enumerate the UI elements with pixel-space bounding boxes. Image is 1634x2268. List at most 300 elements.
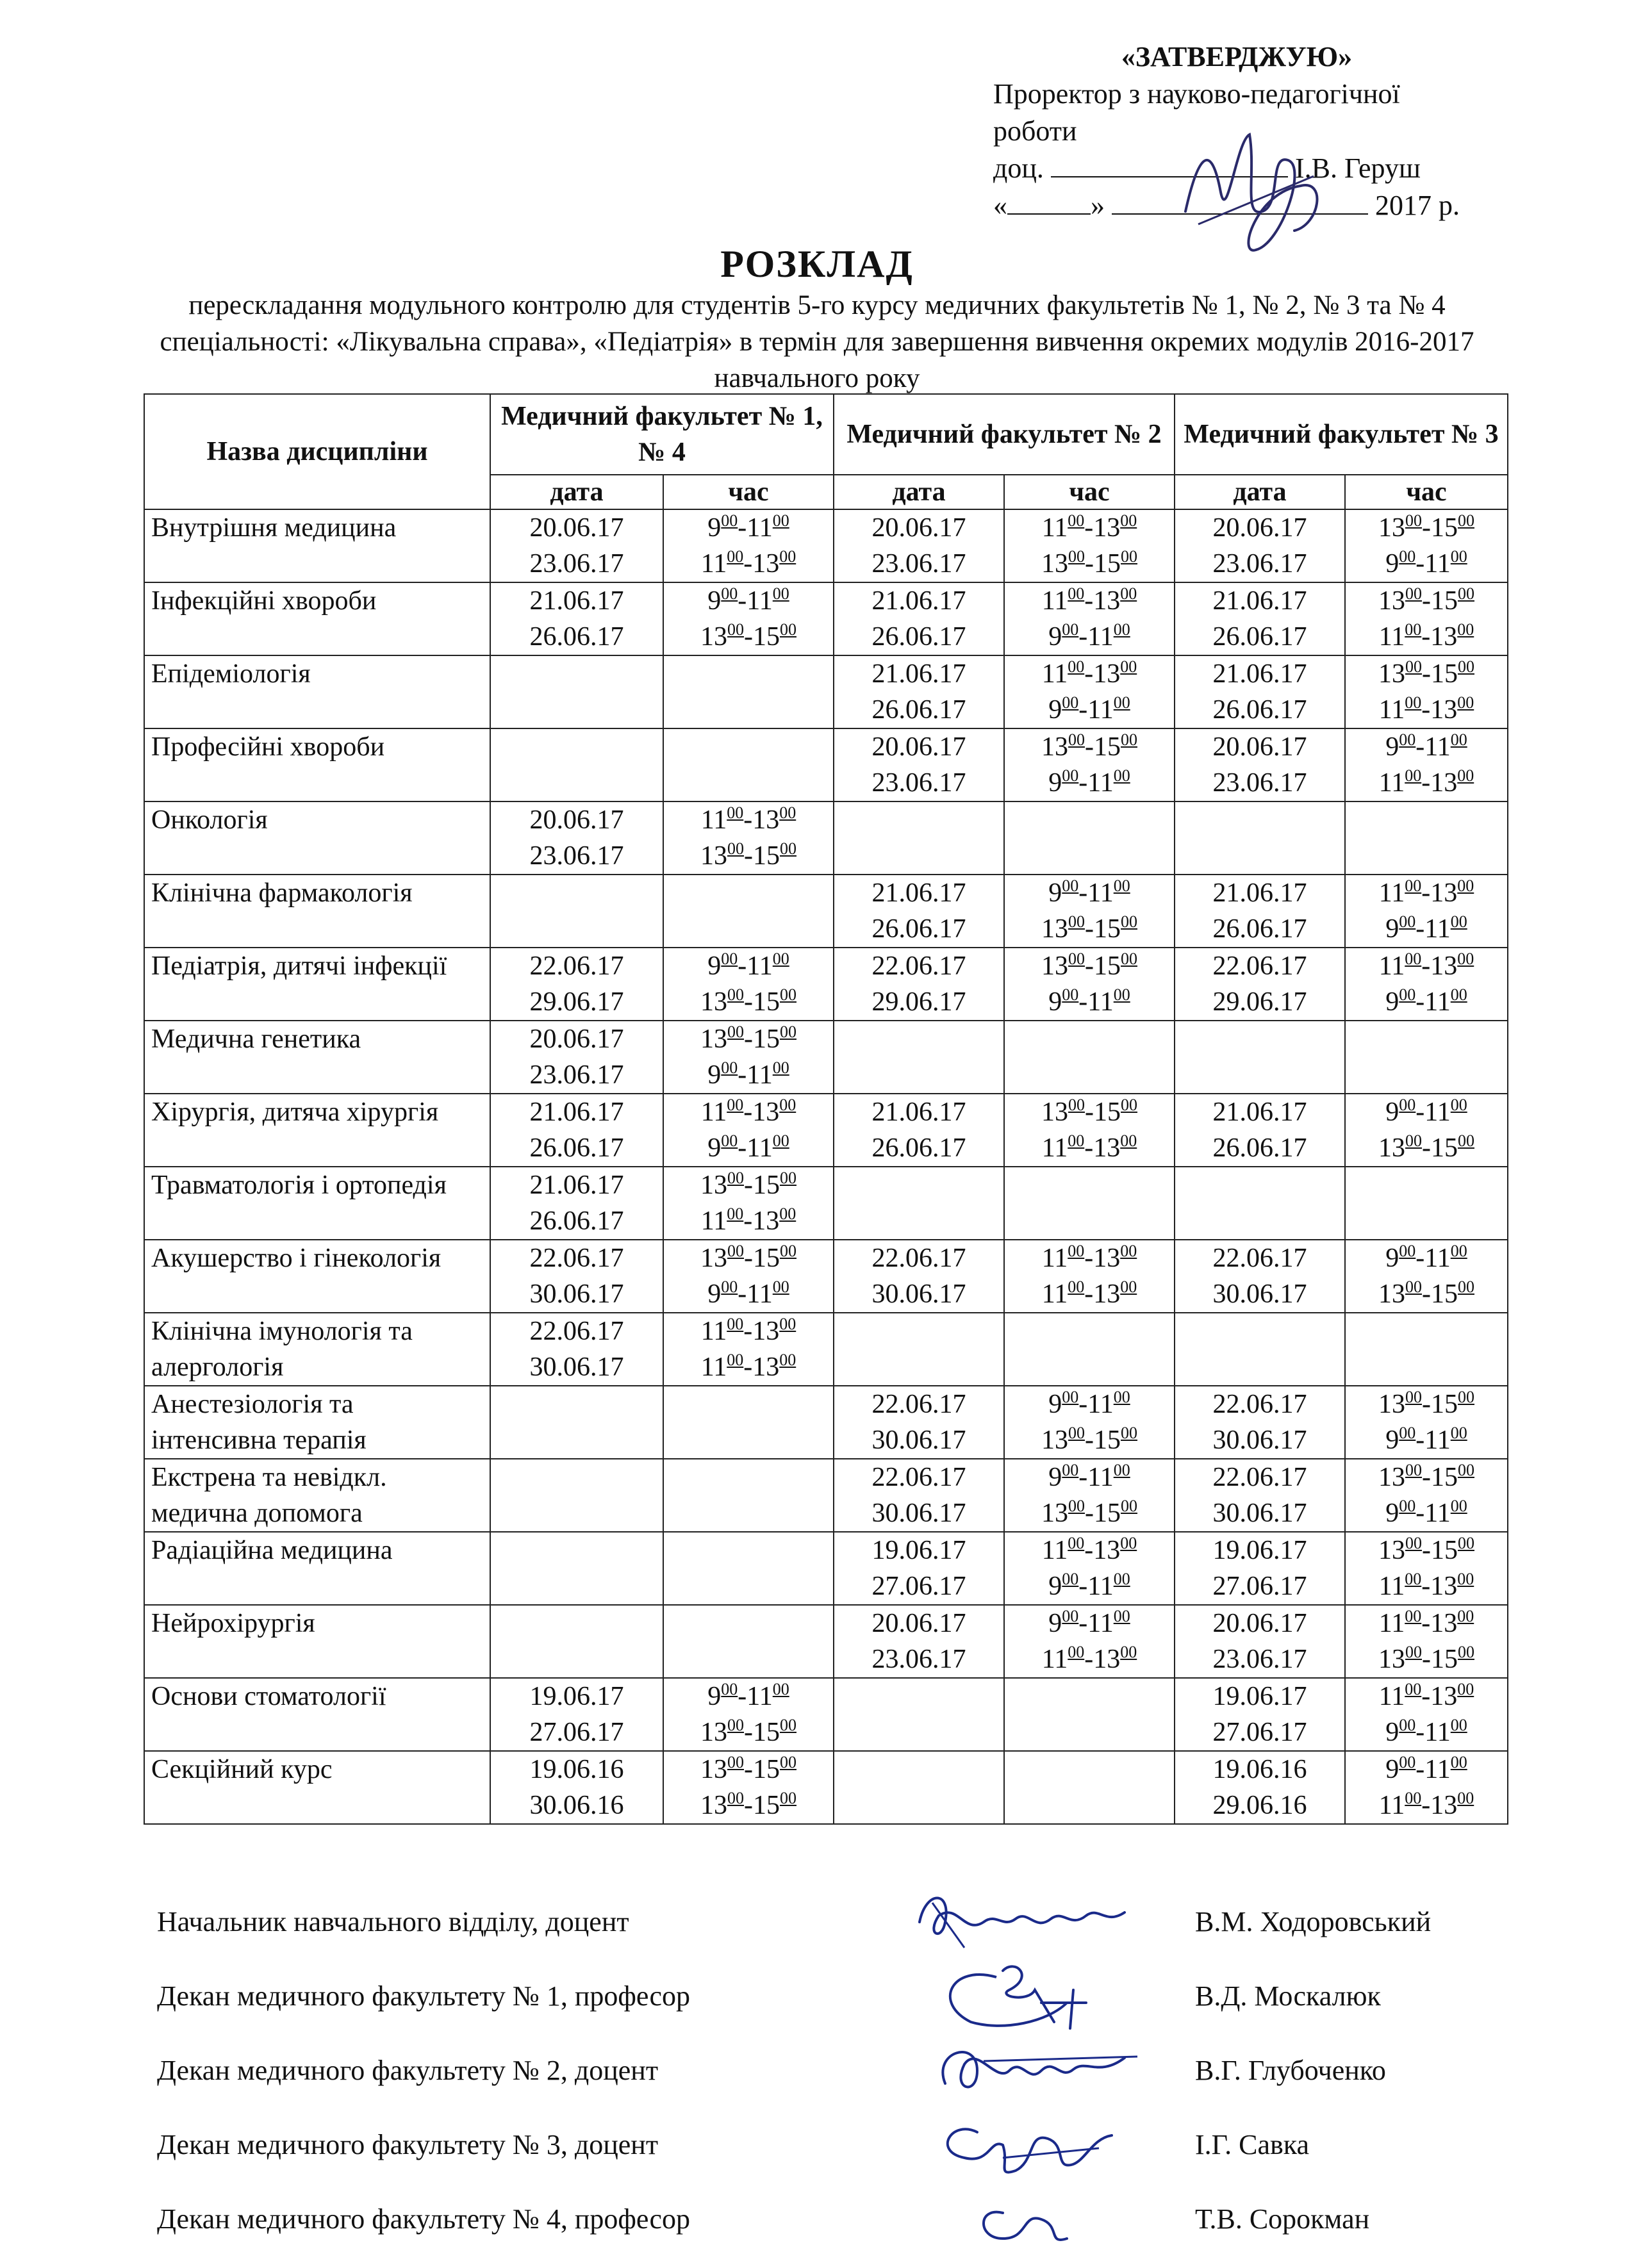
time-end-minutes: 00 bbox=[1457, 1607, 1474, 1625]
time-start-hour: 11 bbox=[700, 805, 727, 835]
subheader-date: дата bbox=[1175, 475, 1345, 509]
date-cell bbox=[1175, 1532, 1345, 1605]
time-start-hour: 13 bbox=[1378, 586, 1406, 616]
date-cell bbox=[490, 1167, 663, 1240]
time-cell bbox=[1345, 1605, 1508, 1678]
date-cell bbox=[1175, 655, 1345, 728]
time-end-minutes: 00 bbox=[780, 620, 796, 639]
handwritten-signature bbox=[907, 2026, 1150, 2109]
signatory-name: В.М. Ходоровський bbox=[1195, 1906, 1432, 1937]
exam-date: 21.06.17 bbox=[1212, 659, 1307, 689]
exam-time: $11^{00}-13^{00}$ bbox=[1378, 620, 1474, 652]
time-cell bbox=[1345, 1751, 1508, 1824]
exam-time: $13^{00}-15^{00}$ bbox=[1378, 584, 1475, 616]
time-end-hour: 13 bbox=[1093, 1279, 1121, 1309]
time-end-minutes: 00 bbox=[1113, 985, 1130, 1004]
exam-time: $9^{00}-11^{00}$ bbox=[1385, 730, 1467, 762]
exam-time: $11^{00}-13^{00}$ bbox=[1378, 1789, 1474, 1820]
time-start-minutes: 00 bbox=[1405, 1131, 1423, 1150]
time-start-hour: 9 bbox=[1385, 1426, 1399, 1455]
exam-time: $13^{00}-15^{00}$ bbox=[700, 839, 796, 871]
time-start-hour: 11 bbox=[1041, 1279, 1068, 1309]
time-end-minutes: 00 bbox=[1457, 1789, 1474, 1807]
time-cell bbox=[1345, 1459, 1508, 1532]
time-start-minutes: 00 bbox=[721, 1680, 738, 1698]
time-cell bbox=[1345, 1240, 1508, 1313]
date-cell bbox=[834, 1094, 1004, 1167]
time-cell bbox=[1345, 728, 1508, 801]
time-start-hour: 11 bbox=[1378, 622, 1405, 652]
time-start-hour: 13 bbox=[1378, 1390, 1406, 1419]
table-row bbox=[144, 728, 1508, 801]
exam-time: $11^{00}-13^{00}$ bbox=[1378, 949, 1474, 981]
date-cell bbox=[1175, 509, 1345, 582]
exam-date: 26.06.17 bbox=[871, 1133, 966, 1163]
time-end-hour: 13 bbox=[1093, 659, 1121, 689]
exam-date: 21.06.17 bbox=[871, 878, 966, 908]
time-end-minutes: 00 bbox=[1450, 1753, 1467, 1771]
exam-time: $9^{00}-11^{00}$ bbox=[1385, 985, 1467, 1017]
exam-time: $9^{00}-11^{00}$ bbox=[1048, 1461, 1130, 1492]
exam-time: $11^{00}-13^{00}$ bbox=[700, 1204, 796, 1236]
time-start-hour: 11 bbox=[1041, 659, 1068, 689]
date-cell bbox=[1175, 582, 1345, 655]
time-end-hour: 15 bbox=[1094, 914, 1121, 944]
time-start-minutes: 00 bbox=[1405, 620, 1422, 639]
time-end-minutes: 00 bbox=[780, 839, 796, 858]
time-cell bbox=[663, 875, 834, 948]
time-end-minutes: 00 bbox=[1120, 584, 1137, 603]
time-cell bbox=[663, 948, 834, 1021]
exam-date: 30.06.17 bbox=[871, 1426, 966, 1455]
date-cell bbox=[1175, 948, 1345, 1021]
discipline-name: Акушерство і гінекологія bbox=[144, 1240, 490, 1313]
exam-date: 26.06.17 bbox=[1212, 1133, 1307, 1163]
time-start-hour: 11 bbox=[700, 1206, 727, 1236]
exam-time: $9^{00}-11^{00}$ bbox=[1048, 1388, 1130, 1419]
time-end-hour: 13 bbox=[752, 1317, 780, 1346]
date-cell bbox=[1175, 1167, 1345, 1240]
approval-rank: доц. bbox=[993, 152, 1044, 184]
time-start-minutes: 00 bbox=[1068, 1278, 1085, 1296]
time-cell bbox=[663, 1532, 834, 1605]
time-end-hour: 11 bbox=[1424, 987, 1451, 1017]
time-end-minutes: 00 bbox=[1113, 620, 1130, 639]
time-end-minutes: 00 bbox=[780, 1789, 796, 1807]
date-cell bbox=[834, 509, 1004, 582]
date-cell bbox=[1175, 1605, 1345, 1678]
time-end-hour: 11 bbox=[747, 513, 773, 543]
time-start-minutes: 00 bbox=[727, 803, 744, 822]
time-end-minutes: 00 bbox=[1120, 1534, 1137, 1552]
time-cell bbox=[663, 1751, 834, 1824]
time-cell bbox=[1345, 1678, 1508, 1751]
time-end-hour: 13 bbox=[752, 549, 780, 579]
time-start-hour: 13 bbox=[1378, 659, 1406, 689]
approval-position-line1: Проректор з науково-педагогічної bbox=[993, 78, 1400, 110]
time-cell bbox=[1004, 1167, 1175, 1240]
signatory-name: Т.В. Сорокман bbox=[1195, 2203, 1370, 2235]
discipline-name: Екстрена та невідкл. медична допомога bbox=[144, 1459, 490, 1532]
time-cell bbox=[663, 582, 834, 655]
time-end-hour: 15 bbox=[753, 622, 780, 652]
time-end-hour: 15 bbox=[753, 1171, 780, 1200]
exam-time: $9^{00}-11^{00}$ bbox=[1385, 1753, 1467, 1784]
time-start-hour: 13 bbox=[1041, 1097, 1069, 1127]
time-end-hour: 15 bbox=[753, 1791, 780, 1820]
time-cell bbox=[1345, 655, 1508, 728]
time-end-hour: 11 bbox=[747, 1279, 773, 1309]
table-row bbox=[144, 509, 1508, 582]
table-row bbox=[144, 1459, 1508, 1532]
time-start-hour: 9 bbox=[707, 951, 722, 981]
time-cell bbox=[1345, 1167, 1508, 1240]
table-row bbox=[144, 1532, 1508, 1605]
time-end-hour: 11 bbox=[1424, 1426, 1451, 1455]
discipline-name: Радіаційна медицина bbox=[144, 1532, 490, 1605]
time-end-hour: 13 bbox=[1430, 951, 1458, 981]
time-start-minutes: 00 bbox=[1399, 547, 1416, 566]
exam-date: 22.06.17 bbox=[1212, 1463, 1307, 1492]
time-start-minutes: 00 bbox=[1405, 1461, 1423, 1479]
time-end-minutes: 00 bbox=[1113, 876, 1130, 895]
time-end-hour: 11 bbox=[1087, 1390, 1114, 1419]
time-cell bbox=[1004, 582, 1175, 655]
time-end-minutes: 00 bbox=[1120, 1131, 1137, 1150]
exam-time: $13^{00}-15^{00}$ bbox=[700, 1169, 796, 1200]
exam-time: $13^{00}-15^{00}$ bbox=[1041, 1497, 1138, 1528]
table-row bbox=[144, 1167, 1508, 1240]
time-start-hour: 9 bbox=[707, 1682, 722, 1711]
signature-row bbox=[157, 2045, 1509, 2119]
time-start-minutes: 00 bbox=[1068, 584, 1085, 603]
exam-date: 21.06.17 bbox=[871, 1097, 966, 1127]
exam-time: $9^{00}-11^{00}$ bbox=[707, 1680, 789, 1711]
time-start-minutes: 00 bbox=[1405, 693, 1422, 712]
time-cell bbox=[1004, 728, 1175, 801]
time-start-hour: 11 bbox=[1378, 1791, 1405, 1820]
time-end-minutes: 00 bbox=[772, 1131, 789, 1150]
exam-date: 20.06.17 bbox=[871, 1609, 966, 1638]
exam-time: $9^{00}-11^{00}$ bbox=[1385, 1716, 1467, 1747]
exam-date: 26.06.17 bbox=[871, 914, 966, 944]
time-end-hour: 15 bbox=[753, 1024, 780, 1054]
time-start-minutes: 00 bbox=[1399, 1753, 1416, 1771]
time-start-minutes: 00 bbox=[1062, 693, 1079, 712]
exam-time: $11^{00}-13^{00}$ bbox=[700, 1096, 796, 1127]
time-end-minutes: 00 bbox=[1458, 1131, 1475, 1150]
time-end-hour: 13 bbox=[752, 805, 780, 835]
time-start-hour: 13 bbox=[1041, 1499, 1069, 1528]
exam-time: $11^{00}-13^{00}$ bbox=[1378, 1607, 1474, 1638]
discipline-name: Секційний курс bbox=[144, 1751, 490, 1824]
exam-date: 22.06.17 bbox=[871, 1244, 966, 1273]
time-start-minutes: 00 bbox=[1068, 912, 1085, 931]
time-end-minutes: 00 bbox=[1121, 912, 1138, 931]
exam-date: 22.06.17 bbox=[871, 1390, 966, 1419]
date-cell bbox=[1175, 1021, 1345, 1094]
time-end-hour: 13 bbox=[1093, 1536, 1121, 1565]
time-end-minutes: 00 bbox=[1120, 1242, 1137, 1260]
time-start-hour: 9 bbox=[1385, 1097, 1399, 1127]
time-start-minutes: 00 bbox=[721, 949, 738, 968]
table-row bbox=[144, 1751, 1508, 1824]
time-start-hour: 13 bbox=[1041, 914, 1069, 944]
time-end-hour: 11 bbox=[1087, 878, 1114, 908]
time-end-hour: 11 bbox=[1087, 1463, 1114, 1492]
exam-date: 30.06.17 bbox=[871, 1279, 966, 1309]
time-start-hour: 13 bbox=[1378, 1536, 1406, 1565]
time-end-minutes: 00 bbox=[1458, 511, 1475, 530]
time-start-hour: 13 bbox=[700, 1718, 727, 1747]
time-start-minutes: 00 bbox=[1062, 766, 1079, 785]
time-end-minutes: 00 bbox=[1113, 1570, 1130, 1588]
exam-date: 30.06.17 bbox=[1212, 1279, 1307, 1309]
time-cell bbox=[663, 1167, 834, 1240]
date-cell bbox=[490, 1532, 663, 1605]
time-start-minutes: 00 bbox=[721, 1058, 738, 1077]
exam-date: 26.06.17 bbox=[529, 1206, 624, 1236]
time-end-hour: 11 bbox=[1424, 1718, 1451, 1747]
exam-date: 30.06.17 bbox=[871, 1499, 966, 1528]
time-start-hour: 9 bbox=[707, 513, 722, 543]
exam-date: 20.06.17 bbox=[529, 1024, 624, 1054]
exam-date: 27.06.17 bbox=[1212, 1718, 1307, 1747]
time-end-hour: 13 bbox=[1093, 513, 1121, 543]
exam-time: $9^{00}-11^{00}$ bbox=[707, 584, 789, 616]
column-header-discipline: Назва дисципліни bbox=[144, 394, 490, 509]
time-start-hour: 9 bbox=[1385, 987, 1399, 1017]
exam-time: $13^{00}-15^{00}$ bbox=[1378, 1131, 1475, 1163]
time-end-minutes: 00 bbox=[1450, 1096, 1467, 1114]
table-row bbox=[144, 1678, 1508, 1751]
time-start-hour: 11 bbox=[1041, 1645, 1068, 1674]
time-end-hour: 15 bbox=[1431, 1463, 1458, 1492]
discipline-name: Медична генетика bbox=[144, 1021, 490, 1094]
time-start-hour: 11 bbox=[1378, 695, 1405, 725]
signature-row bbox=[157, 2194, 1509, 2268]
date-cell bbox=[490, 1751, 663, 1824]
time-start-hour: 9 bbox=[1048, 1609, 1062, 1638]
time-end-minutes: 00 bbox=[779, 1096, 796, 1114]
time-end-hour: 11 bbox=[1087, 1572, 1114, 1601]
time-start-minutes: 00 bbox=[1068, 547, 1085, 566]
time-start-hour: 13 bbox=[1041, 1426, 1069, 1455]
date-cell bbox=[490, 1021, 663, 1094]
schedule-body bbox=[144, 509, 1508, 1824]
subheader-date: дата bbox=[834, 475, 1004, 509]
time-start-minutes: 00 bbox=[1062, 1570, 1079, 1588]
time-cell bbox=[1004, 1532, 1175, 1605]
time-end-minutes: 00 bbox=[1121, 949, 1138, 968]
discipline-name: Клінічна фармакологія bbox=[144, 875, 490, 948]
exam-date: 26.06.17 bbox=[529, 622, 624, 652]
time-start-minutes: 00 bbox=[727, 1789, 744, 1807]
time-start-minutes: 00 bbox=[727, 1242, 744, 1260]
exam-date: 29.06.17 bbox=[1212, 987, 1307, 1017]
time-end-hour: 13 bbox=[1430, 1572, 1458, 1601]
time-cell bbox=[1004, 1240, 1175, 1313]
time-start-minutes: 00 bbox=[727, 1096, 744, 1114]
time-end-minutes: 00 bbox=[780, 1716, 796, 1734]
exam-date: 29.06.17 bbox=[871, 987, 966, 1017]
exam-time: $9^{00}-11^{00}$ bbox=[1385, 1096, 1467, 1127]
exam-time: $13^{00}-15^{00}$ bbox=[1378, 1388, 1475, 1419]
exam-time: $9^{00}-11^{00}$ bbox=[1385, 1497, 1467, 1528]
time-start-hour: 9 bbox=[1385, 1718, 1399, 1747]
date-cell bbox=[834, 655, 1004, 728]
time-start-hour: 9 bbox=[1048, 768, 1062, 798]
date-cell bbox=[834, 1386, 1004, 1459]
exam-date: 22.06.17 bbox=[529, 1244, 624, 1273]
exam-time: $9^{00}-11^{00}$ bbox=[1048, 766, 1130, 798]
exam-time: $13^{00}-15^{00}$ bbox=[700, 1716, 796, 1747]
time-end-hour: 15 bbox=[1431, 1390, 1458, 1419]
time-end-minutes: 00 bbox=[1113, 1607, 1130, 1625]
discipline-name: Анестезіологія та інтенсивна терапія bbox=[144, 1386, 490, 1459]
time-start-minutes: 00 bbox=[1399, 1424, 1416, 1442]
time-start-minutes: 00 bbox=[1405, 1643, 1423, 1661]
discipline-name: Основи стоматології bbox=[144, 1678, 490, 1751]
time-start-minutes: 00 bbox=[1068, 730, 1085, 749]
date-cell bbox=[834, 1532, 1004, 1605]
time-start-hour: 9 bbox=[707, 1133, 722, 1163]
time-end-hour: 15 bbox=[1431, 1645, 1458, 1674]
time-end-minutes: 00 bbox=[1121, 1497, 1138, 1515]
exam-time: $9^{00}-11^{00}$ bbox=[1048, 620, 1130, 652]
time-start-minutes: 00 bbox=[1405, 1789, 1422, 1807]
date-cell bbox=[490, 1094, 663, 1167]
time-start-hour: 9 bbox=[1048, 1390, 1062, 1419]
exam-date: 26.06.17 bbox=[1212, 622, 1307, 652]
exam-date: 26.06.17 bbox=[871, 695, 966, 725]
exam-time: $11^{00}-13^{00}$ bbox=[1378, 693, 1474, 725]
approval-name: І.В. Геруш bbox=[1294, 152, 1421, 184]
table-row bbox=[144, 1021, 1508, 1094]
time-start-hour: 11 bbox=[700, 1097, 727, 1127]
discipline-name: Педіатрія, дитячі інфекції bbox=[144, 948, 490, 1021]
time-start-minutes: 00 bbox=[1405, 766, 1422, 785]
time-end-hour: 11 bbox=[747, 1060, 773, 1090]
header-row-faculties bbox=[144, 394, 1508, 475]
time-end-hour: 15 bbox=[1431, 586, 1458, 616]
time-start-minutes: 00 bbox=[1405, 1534, 1423, 1552]
exam-date: 21.06.17 bbox=[1212, 1097, 1307, 1127]
time-end-hour: 15 bbox=[1431, 1279, 1458, 1309]
exam-time: $13^{00}-15^{00}$ bbox=[700, 620, 796, 652]
time-end-hour: 15 bbox=[1094, 1097, 1121, 1127]
time-end-hour: 11 bbox=[1424, 914, 1451, 944]
time-start-minutes: 00 bbox=[1068, 511, 1085, 530]
exam-date: 22.06.17 bbox=[871, 1463, 966, 1492]
time-end-hour: 13 bbox=[752, 1206, 780, 1236]
time-end-hour: 11 bbox=[747, 951, 773, 981]
exam-date: 19.06.17 bbox=[1212, 1682, 1307, 1711]
date-cell bbox=[1175, 1751, 1345, 1824]
exam-time: $11^{00}-13^{00}$ bbox=[1378, 876, 1474, 908]
exam-time: $9^{00}-11^{00}$ bbox=[707, 1058, 789, 1090]
exam-time: $9^{00}-11^{00}$ bbox=[1048, 693, 1130, 725]
time-end-minutes: 00 bbox=[1458, 1461, 1475, 1479]
exam-date: 23.06.17 bbox=[871, 768, 966, 798]
time-start-hour: 13 bbox=[1378, 513, 1406, 543]
time-start-hour: 11 bbox=[1041, 1133, 1068, 1163]
time-cell bbox=[1345, 1386, 1508, 1459]
date-cell bbox=[490, 728, 663, 801]
table-row bbox=[144, 1094, 1508, 1167]
time-end-minutes: 00 bbox=[1457, 620, 1474, 639]
time-end-hour: 15 bbox=[1431, 513, 1458, 543]
time-start-hour: 9 bbox=[1048, 987, 1062, 1017]
time-end-minutes: 00 bbox=[780, 1023, 796, 1041]
table-row bbox=[144, 801, 1508, 875]
time-start-hour: 9 bbox=[1385, 549, 1399, 579]
time-start-minutes: 00 bbox=[721, 1131, 738, 1150]
time-cell bbox=[663, 509, 834, 582]
time-end-minutes: 00 bbox=[1458, 1388, 1475, 1406]
time-end-hour: 11 bbox=[747, 1682, 773, 1711]
time-cell bbox=[663, 1386, 834, 1459]
time-start-hour: 13 bbox=[1041, 951, 1069, 981]
time-end-minutes: 00 bbox=[1450, 912, 1467, 931]
exam-date: 23.06.17 bbox=[529, 549, 624, 579]
time-start-hour: 9 bbox=[1385, 1499, 1399, 1528]
time-end-hour: 11 bbox=[1424, 732, 1451, 762]
time-end-minutes: 00 bbox=[1450, 985, 1467, 1004]
time-start-minutes: 00 bbox=[1068, 1096, 1085, 1114]
exam-date: 23.06.17 bbox=[871, 549, 966, 579]
signatures-block bbox=[157, 1896, 1509, 2268]
exam-date: 20.06.17 bbox=[871, 732, 966, 762]
time-start-hour: 13 bbox=[1041, 549, 1069, 579]
time-start-minutes: 00 bbox=[727, 839, 744, 858]
exam-time: $9^{00}-11^{00}$ bbox=[1048, 1570, 1130, 1601]
date-cell bbox=[834, 1459, 1004, 1532]
time-end-minutes: 00 bbox=[772, 584, 789, 603]
time-start-minutes: 00 bbox=[727, 985, 744, 1004]
exam-date: 23.06.17 bbox=[1212, 549, 1307, 579]
table-row bbox=[144, 655, 1508, 728]
time-start-hour: 11 bbox=[1378, 1572, 1405, 1601]
time-end-minutes: 00 bbox=[1121, 547, 1138, 566]
time-end-hour: 15 bbox=[1431, 1133, 1458, 1163]
schedule-table bbox=[144, 393, 1508, 1825]
date-cell bbox=[834, 1605, 1004, 1678]
time-start-minutes: 00 bbox=[727, 547, 744, 566]
exam-time: $11^{00}-13^{00}$ bbox=[1041, 1278, 1137, 1309]
time-end-hour: 11 bbox=[1424, 1499, 1451, 1528]
time-start-minutes: 00 bbox=[1399, 1716, 1416, 1734]
time-start-hour: 11 bbox=[1378, 1682, 1405, 1711]
time-end-minutes: 00 bbox=[1121, 1096, 1138, 1114]
exam-date: 22.06.17 bbox=[1212, 1244, 1307, 1273]
time-start-hour: 11 bbox=[700, 549, 727, 579]
exam-date: 30.06.17 bbox=[1212, 1499, 1307, 1528]
date-cell bbox=[1175, 801, 1345, 875]
time-start-minutes: 00 bbox=[1062, 876, 1079, 895]
date-cell bbox=[490, 1386, 663, 1459]
time-start-minutes: 00 bbox=[727, 1753, 744, 1771]
time-cell bbox=[1004, 801, 1175, 875]
time-start-hour: 13 bbox=[1378, 1133, 1406, 1163]
time-end-minutes: 00 bbox=[1457, 693, 1474, 712]
exam-time: $13^{00}-15^{00}$ bbox=[1378, 1643, 1475, 1674]
exam-date: 19.06.17 bbox=[529, 1682, 624, 1711]
time-start-hour: 11 bbox=[700, 1317, 727, 1346]
exam-time: $9^{00}-11^{00}$ bbox=[1385, 1424, 1467, 1455]
time-cell bbox=[1004, 1605, 1175, 1678]
time-end-hour: 15 bbox=[753, 1755, 780, 1784]
